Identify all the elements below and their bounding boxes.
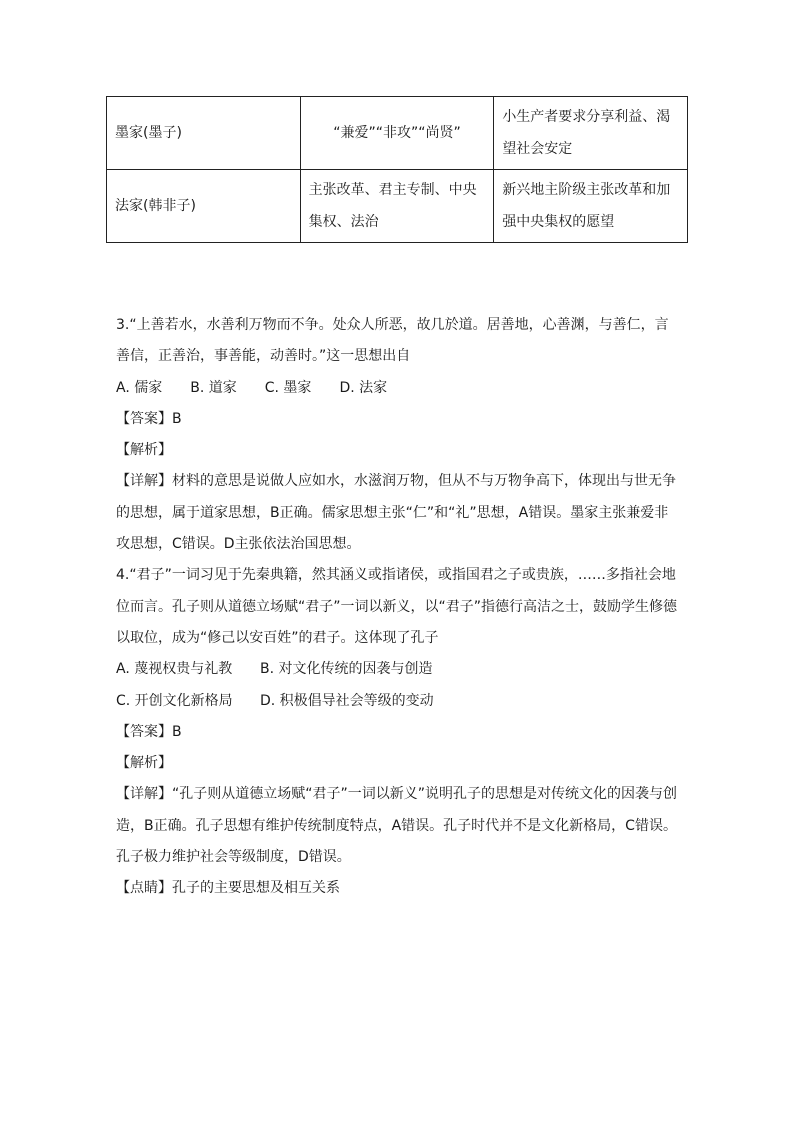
questions-content [116,310,682,905]
table-row [107,97,688,170]
question-3-answer: 【答案】B [116,410,182,427]
question-4-stem: 4.“君子”一词习见于先秦典籍，然其涵义或指诸侯，或指国君之子或贵族，……多指社会地位而言。孔子则从道德立场赋“君子”一词以新义，以“君子”指德行高洁之士，鼓励学生修德以取位，成为“修己以安百姓”的君子。这体现了孔子 [116,567,678,646]
school-cell: 法家(韩非子) [107,170,301,243]
question-4-options-row-2 [116,686,682,717]
option-c: C. 开创文化新格局 [116,692,233,709]
schools-table [106,96,688,243]
option-b: B. 道家 [190,379,237,396]
question-4-analysis-label: 【解析】 [116,755,172,772]
option-b: B. 对文化传统的因袭与创造 [260,661,433,678]
question-4-answer: 【答案】B [116,723,182,740]
question-3-options [116,373,682,404]
option-c: C. 墨家 [264,379,312,396]
question-4-detail: 【详解】“孔子则从道德立场赋“君子”一词以新义”说明孔子的思想是对传统文化的因袭与创造，B正确。孔子思想有维护传统制度特点，A错误。孔子时代并不是文化新格局，C错误。孔子极力维护社会等级制度，D错误。 [116,786,678,866]
idea-cell: 主张改革、君主专制、中央集权、法治 [300,170,494,243]
basis-cell: 小生产者要求分享利益、渴望社会安定 [494,97,688,170]
option-a: A. 儒家 [116,379,163,396]
idea-cell: “兼爱”“非攻”“尚贤” [300,97,494,170]
option-d: D. 法家 [339,379,388,396]
question-3-detail: 【详解】材料的意思是说做人应如水，水滋润万物，但从不与万物争高下，体现出与世无争的思想，属于道家思想，B正确。儒家思想主张“仁”和“礼”思想，A错误。墨家主张兼爱非攻思想，C错误。D主张依法治国思想。 [116,473,676,553]
school-cell: 墨家(墨子) [107,97,301,170]
table-row [107,170,688,243]
option-a: A. 蔑视权贵与礼教 [116,661,233,678]
question-3-stem: 3.“上善若水，水善利万物而不争。处众人所恶，故几於道。居善地，心善渊，与善仁，言善信，正善治，事善能，动善时。”这一思想出自 [116,317,669,365]
question-3-analysis-label: 【解析】 [116,442,172,459]
question-4-options-row-1 [116,654,682,685]
basis-cell: 新兴地主阶级主张改革和加强中央集权的愿望 [494,170,688,243]
option-d: D. 积极倡导社会等级的变动 [260,692,434,709]
question-4-point: 【点睛】孔子的主要思想及相互关系 [116,880,340,897]
